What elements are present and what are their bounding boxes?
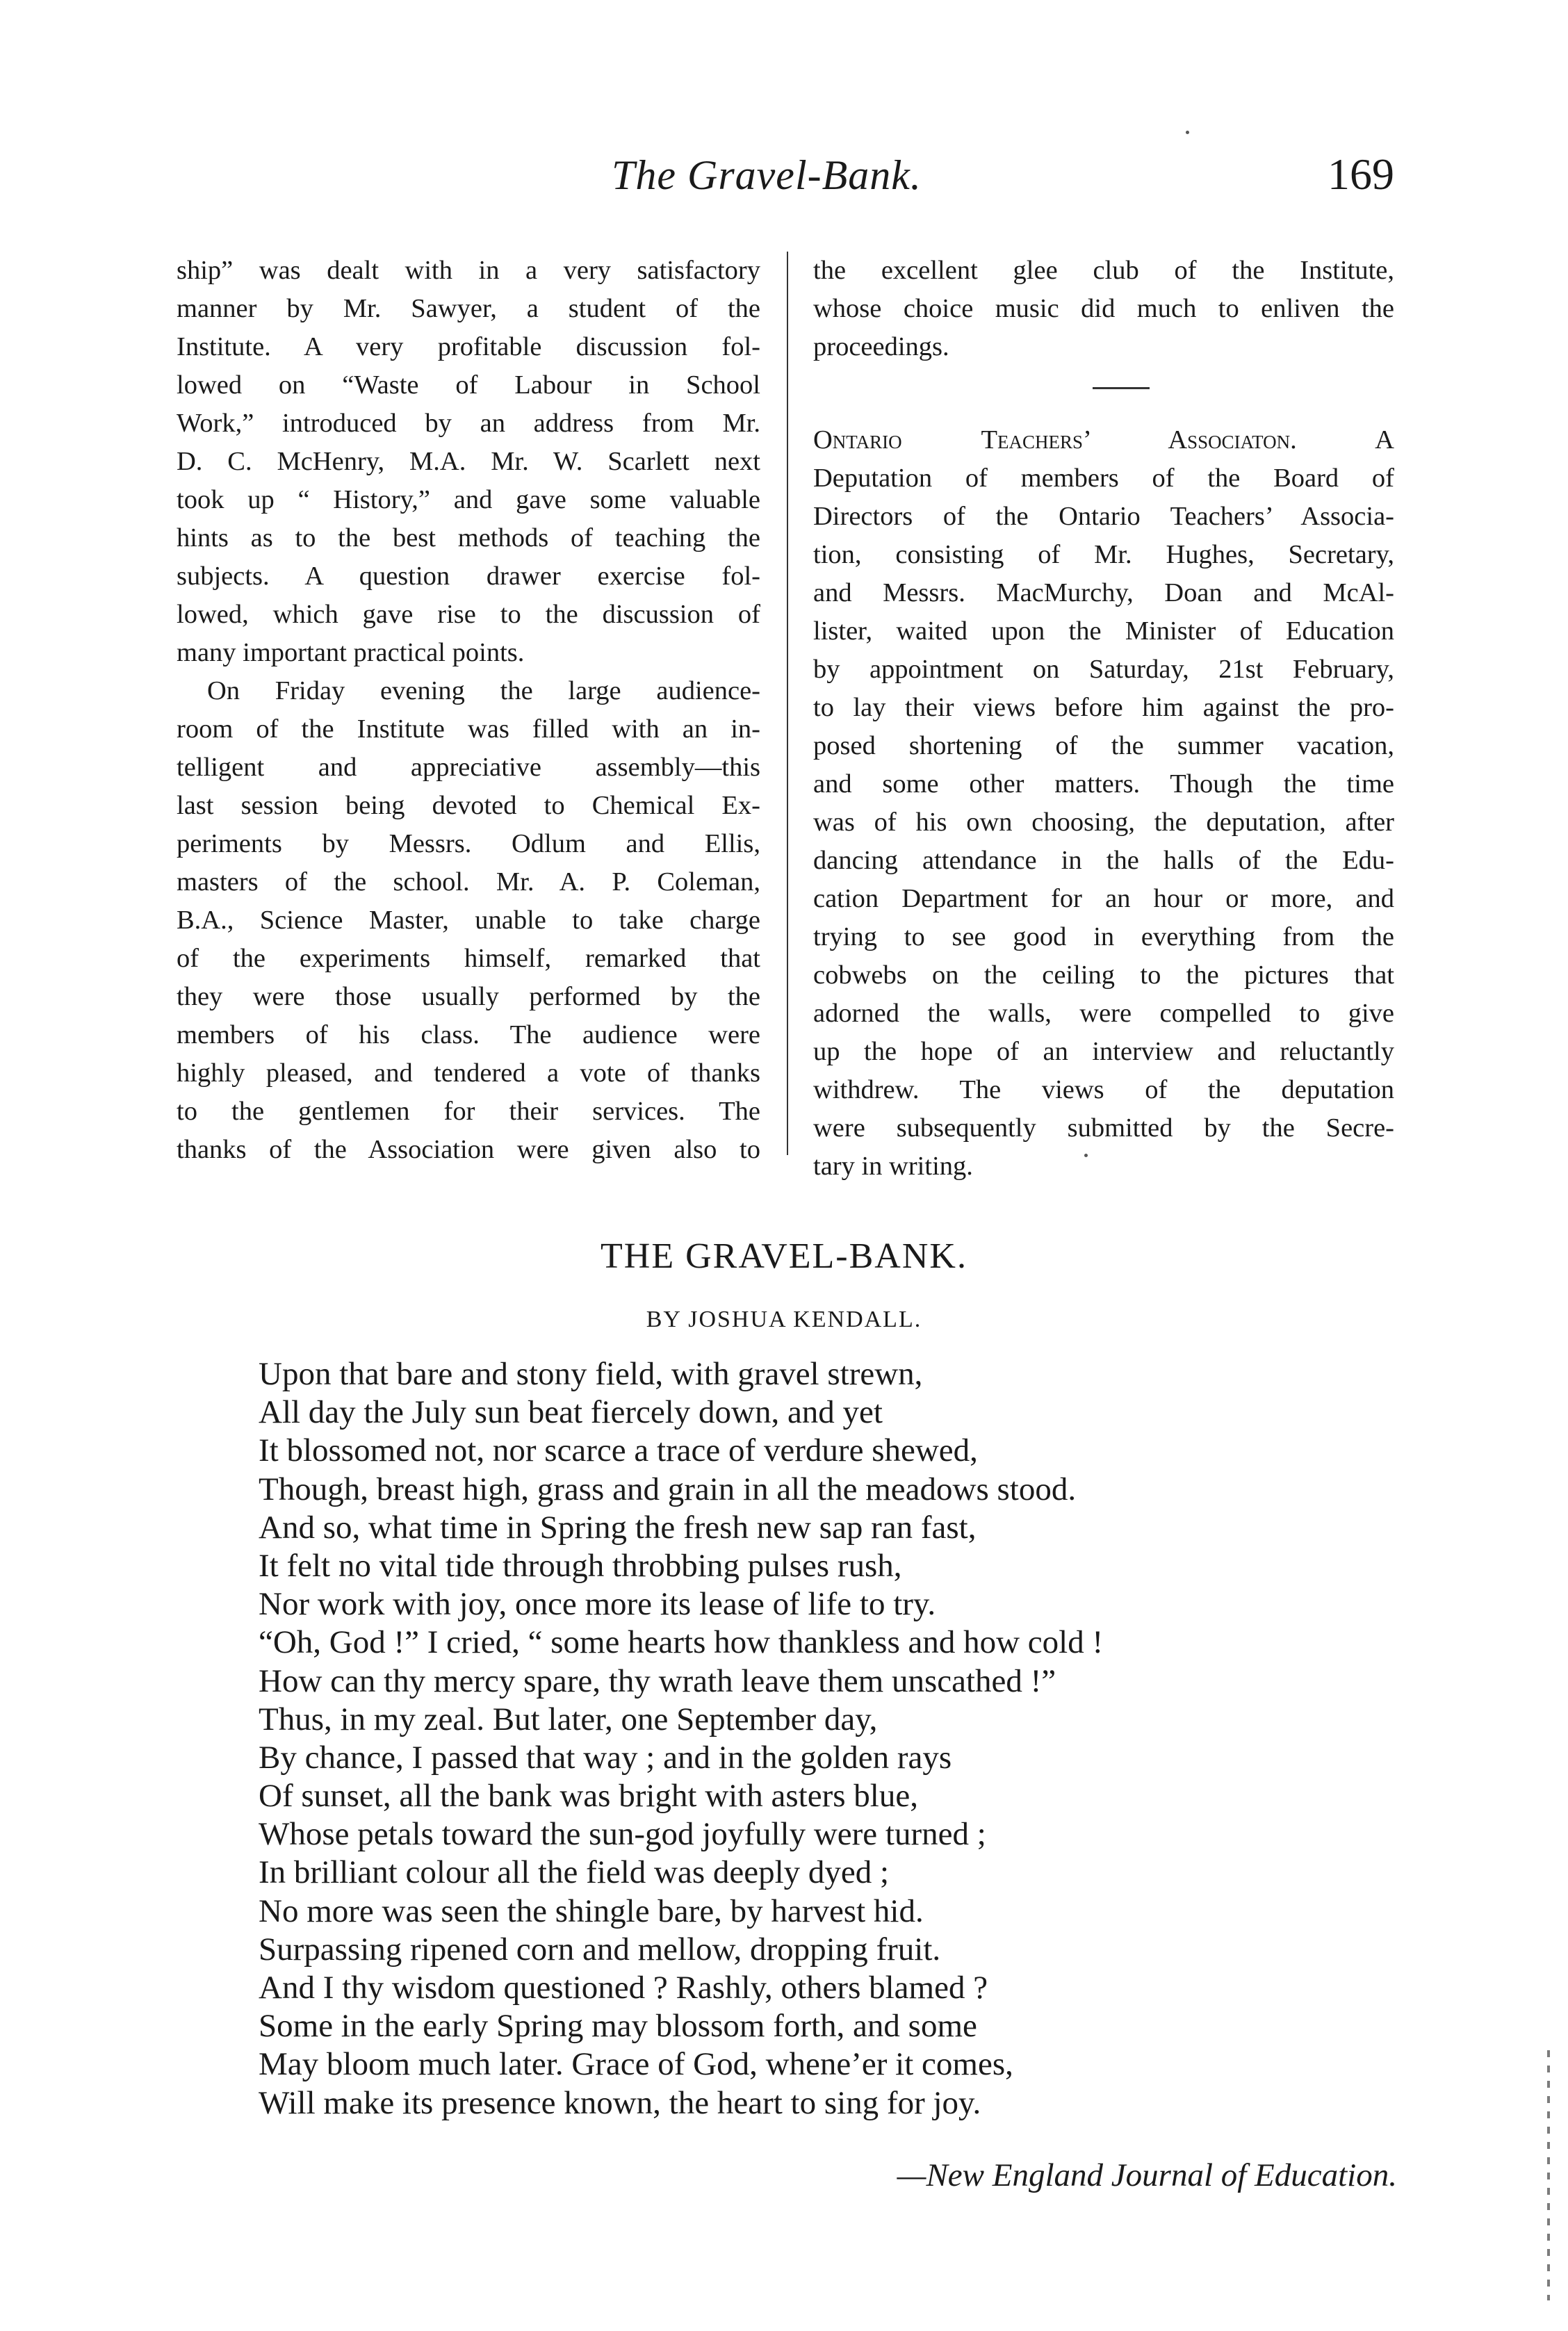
poem-line: How can thy mercy spare, thy wrath leave them unscathed !” [259,1662,1056,1699]
text-line: of the experiments himself, remarked that [177,944,760,973]
text-line: lister, waited upon the Minister of Education [813,616,1394,646]
section-heading-line [813,421,1394,459]
poem-line: It blossomed not, nor scarce a trace of verdure shewed, [259,1432,978,1469]
text-line: were subsequently submitted by the Secre- [813,1113,1394,1143]
page-number: 169 [1328,149,1394,199]
text-line: was of his own choosing, the deputation, after [813,808,1394,837]
text-line: last session being devoted to Chemical Ex- [177,791,760,820]
text-line: they were those usually performed by the [177,982,760,1011]
poem-line: Will make its presence known, the heart to sing for joy. [259,2084,981,2121]
text-line: masters of the school. Mr. A. P. Coleman, [177,867,760,897]
text-line: hints as to the best methods of teaching the [177,523,760,553]
text-line: and Messrs. MacMurchy, Doan and McAl- [813,578,1394,607]
text-line: highly pleased, and tendered a vote of thanks [177,1058,760,1088]
column-divider [787,252,788,1155]
poem-line: Some in the early Spring may blossom forth, and some [259,2008,977,2045]
text-line: whose choice music did much to enliven the [813,294,1394,323]
poem-line: All day the July sun beat fiercely down, and yet [259,1394,883,1431]
poem-body [259,1355,1412,2123]
poem-line: Nor work with joy, once more its lease of life to try. [259,1586,936,1623]
text-line: adorned the walls, were compelled to give [813,999,1394,1028]
poem-line: And I thy wisdom questioned ? Rashly, others blamed ? [259,1970,988,2006]
running-title: The Gravel-Bank. [612,152,922,198]
poem-byline: BY JOSHUA KENDALL. [646,1307,922,1332]
print-speck [1186,131,1189,134]
poem-line: Whose petals toward the sun-god joyfully were turned ; [259,1816,986,1853]
text-line: to lay their views before him against the pro- [813,693,1394,722]
section-separator [1093,387,1150,389]
poem-attribution: —New England Journal of Education. [897,2157,1397,2193]
text-line: proceedings. [813,332,949,361]
text-line: cobwebs on the ceiling to the pictures that [813,960,1394,990]
text-line: members of his class. The audience were [177,1020,760,1049]
text-line: many important practical points. [177,638,525,667]
poem-line: Of sunset, all the bank was bright with asters blue, [259,1778,918,1815]
text-line: telligent and appreciative assembly—this [177,753,760,782]
text-line: up the hope of an interview and reluctantly [813,1037,1394,1066]
text-line: Work,” introduced by an address from Mr. [177,409,760,438]
text-line: lowed on “Waste of Labour in School [177,370,760,400]
poem-title: THE GRAVEL-BANK. [601,1236,967,1276]
text-line: periments by Messrs. Odlum and Ellis, [177,829,760,858]
text-line: ship” was dealt with in a very satisfactory [177,256,760,285]
text-line: manner by Mr. Sawyer, a student of the [177,294,760,323]
left-column [177,252,760,1169]
text-line: by appointment on Saturday, 21st February, [813,655,1394,684]
text-line: tary in writing. [813,1152,973,1181]
poem-line: “Oh, God !” I cried, “ some hearts how thankless and how cold ! [259,1624,1104,1661]
print-speck [1084,1154,1088,1157]
text-line: withdrew. The views of the deputation [813,1075,1394,1104]
running-header [0,149,1568,207]
poem-line: Thus, in my zeal. But later, one September day, [259,1701,878,1737]
text-line: dancing attendance in the halls of the Edu- [813,846,1394,875]
text-line: D. C. McHenry, M.A. Mr. W. Scarlett next [177,447,760,476]
poem-line: No more was seen the shingle bare, by harvest hid. [259,1892,924,1929]
text-line: cation Department for an hour or more, and [813,884,1394,913]
text-line: tion, consisting of Mr. Hughes, Secretary, [813,540,1394,569]
right-column [813,252,1394,1186]
text-line: posed shortening of the summer vacation, [813,731,1394,760]
page-edge-marks [1547,2050,1550,2300]
text-line: Institute. A very profitable discussion fol- [177,332,760,361]
text-line: On Friday evening the large audience- [207,676,760,705]
text-line: the excellent glee club of the Institute, [813,256,1394,285]
text-line: room of the Institute was filled with an in- [177,714,760,744]
poem-line: It felt no vital tide through throbbing pulses rush, [259,1547,902,1584]
text-line: thanks of the Association were given also to [177,1135,760,1164]
poem-line: In brilliant colour all the field was deeply dyed ; [259,1854,890,1891]
section-heading-tail: A [1296,425,1394,455]
text-line: subjects. A question drawer exercise fol- [177,562,760,591]
poem-line: May bloom much later. Grace of God, whene’er it comes, [259,2046,1013,2083]
section-heading: Ontario Teachers’ Associaton. [813,425,1297,455]
text-line: trying to see good in everything from the [813,922,1394,951]
poem-line: Upon that bare and stony field, with gravel strewn, [259,1356,923,1392]
poem-line: Surpassing ripened corn and mellow, dropping fruit. [259,1931,941,1968]
text-line: took up “ History,” and gave some valuable [177,485,760,514]
poem-line: Though, breast high, grass and grain in all the meadows stood. [259,1471,1077,1507]
text-line: and some other matters. Though the time [813,769,1394,799]
poem-line: And so, what time in Spring the fresh new sap ran fast, [259,1509,977,1546]
text-line: Directors of the Ontario Teachers’ Associa- [813,502,1394,531]
text-line: Deputation of members of the Board of [813,464,1394,493]
text-line: to the gentlemen for their services. The [177,1097,760,1126]
text-line: B.A., Science Master, unable to take charge [177,906,760,935]
poem-line: By chance, I passed that way ; and in the golden rays [259,1739,952,1776]
text-line: lowed, which gave rise to the discussion of [177,600,760,629]
